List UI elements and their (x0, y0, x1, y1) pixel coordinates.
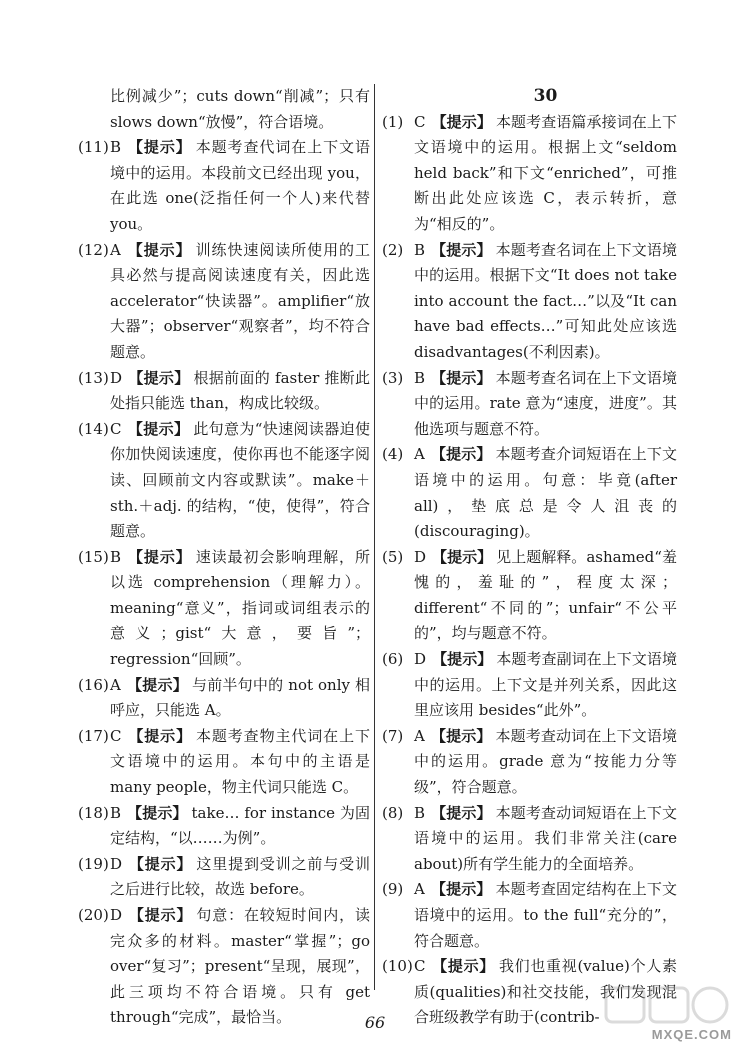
tip-label: 【提示】 (430, 726, 492, 745)
answer-item (78, 238, 370, 366)
tip-label: 【提示】 (126, 240, 192, 259)
answer-letter: C (110, 419, 122, 438)
item-number: (10) (382, 957, 413, 976)
item-number: (2) (382, 240, 404, 259)
explanation-text: take… for instance 为固定结构，“以……为例”。 (110, 803, 370, 848)
answer-item (78, 801, 370, 852)
answer-letter: C (414, 957, 426, 976)
column-divider (374, 84, 375, 990)
continuation-text: 比例减少”；cuts down“削减”；只有 slows down“放慢”，符合语境。 (110, 87, 370, 131)
item-number: (4) (382, 445, 404, 464)
item-number: (5) (382, 547, 404, 566)
answer-item (382, 724, 677, 801)
explanation-text: 本题考查代词在上下文语境中的运用。本段前文已经出现 you，在此选 one(泛指任何一个人)来代替 you。 (110, 138, 370, 233)
page-number: 66 (364, 1013, 386, 1032)
tip-label: 【提示】 (432, 650, 493, 669)
answer-item (382, 647, 677, 724)
answer-letter: B (414, 803, 426, 822)
answer-letter: C (110, 726, 122, 745)
right-column (382, 84, 677, 1031)
answer-letter: A (110, 675, 121, 694)
item-number: (17) (78, 726, 109, 745)
item-number: (12) (78, 240, 109, 259)
tip-label: 【提示】 (127, 138, 192, 157)
tip-label: 【提示】 (431, 112, 492, 131)
answer-letter: C (414, 112, 426, 131)
item-number: (1) (382, 112, 404, 131)
answer-letter: B (414, 240, 426, 259)
answer-item (382, 110, 677, 238)
answer-item (382, 545, 677, 647)
answer-item (78, 724, 370, 801)
answer-letter: A (414, 726, 425, 745)
tip-label: 【提示】 (127, 419, 190, 438)
answer-letter: D (414, 650, 427, 669)
explanation-text: 这里提到受训之前与受训之后进行比较，故选 before。 (110, 854, 370, 899)
explanation-text: 本题考查副词在上下文语境中的运用。上下文是并列关系，因此这里应该用 besides“此外”。 (414, 650, 677, 720)
left-column (78, 84, 370, 1031)
watermark-text: MXQE.COM (651, 1027, 732, 1042)
explanation-text: 速读最初会影响理解，所以选 comprehension（理解力）。meaning“意义”，指词或词组表示的意义；gist“大意，要旨”；regression“回顾”。 (110, 547, 370, 669)
tip-label: 【提示】 (430, 445, 492, 464)
tip-label: 【提示】 (128, 368, 190, 387)
item-number: (18) (78, 803, 109, 822)
item-number: (3) (382, 368, 404, 387)
tip-label: 【提示】 (128, 854, 193, 873)
answer-item (78, 852, 370, 903)
answer-letter: D (110, 854, 123, 873)
item-number: (20) (78, 906, 109, 924)
explanation-text: 根据前面的 faster 推断此处指只能选 than，构成比较级。 (110, 368, 370, 413)
item-number: (6) (382, 650, 404, 669)
answer-item (382, 238, 677, 366)
tip-label: 【提示】 (431, 803, 492, 822)
left-answer-list (78, 135, 370, 1031)
answer-item (78, 135, 370, 237)
answer-item (78, 545, 370, 673)
tip-label: 【提示】 (127, 726, 192, 745)
item-number: (8) (382, 803, 404, 822)
tip-label: 【提示】 (127, 547, 192, 566)
explanation-text: 句意：在较短时间内，读完众多的材料。master“掌握”；go over“复习”；present“呈现，展现”，此三项均不符合语境。只有 get through“完成”，最恰当。 (110, 906, 370, 1027)
tip-label: 【提示】 (432, 547, 493, 566)
explanation-text: 本题考查固定结构在上下文语境中的运用。to the full“充分的”，符合题意。 (414, 880, 677, 950)
explanation-text: 本题考查名词在上下文语境中的运用。根据下文“It does not take into account the fact…”以及“It can have bad effects…”可知此处应该选 disadvantages(不利因素)。 (414, 240, 677, 361)
right-answer-list (382, 110, 677, 1031)
answer-letter: B (414, 368, 426, 387)
item-number: (13) (78, 368, 109, 387)
tip-label: 【提示】 (430, 880, 492, 899)
answer-letter: D (110, 368, 123, 387)
tip-label: 【提示】 (126, 675, 188, 694)
explanation-text: 我们也重视(value)个人素质(qualities)和社交技能，我们发现混合班级教学有助于(contrib- (414, 957, 677, 1027)
item-number: (7) (382, 726, 404, 745)
explanation-text: 本题考查物主代词在上下文语境中的运用。本句中的主语是 many people，物主代词只能选 C。 (110, 726, 370, 797)
item-number: (19) (78, 854, 109, 873)
answer-item (78, 903, 370, 1031)
answer-letter: A (110, 240, 121, 259)
answer-letter: A (414, 880, 425, 899)
answer-letter: B (110, 547, 122, 566)
answer-item (78, 673, 370, 724)
tip-label: 【提示】 (127, 803, 188, 822)
answer-item (382, 877, 677, 954)
explanation-text: 本题考查介词短语在上下文语境中的运用。句意：毕竟(after all)，垫底总是令人沮丧的(discouraging)。 (414, 445, 677, 541)
answer-item (78, 417, 370, 545)
item-number: (14) (78, 419, 109, 438)
tip-label: 【提示】 (128, 906, 193, 924)
explanation-text: 本题考查名词在上下文语境中的运用。rate 意为“速度，进度”。其他选项与题意不符。 (414, 368, 677, 438)
answer-letter: D (414, 547, 427, 566)
answer-item (382, 366, 677, 443)
explanation-text: 本题考查动词在上下文语境中的运用。grade 意为“按能力分等级”，符合题意。 (414, 726, 677, 797)
answer-item (382, 442, 677, 544)
explanation-text: 训练快速阅读所使用的工具必然与提高阅读速度有关，因此选 accelerator“快读器”。amplifier“放大器”；observer“观察者”，均不符合题意。 (110, 240, 370, 361)
tip-label: 【提示】 (431, 957, 495, 976)
tip-label: 【提示】 (431, 368, 492, 387)
answer-item (78, 366, 370, 417)
explanation-text: 见上题解释。ashamed“羞愧的，羞耻的”，程度太深；different“不同的”；unfair“不公平的”，均与题意不符。 (414, 547, 677, 643)
answer-letter: A (414, 445, 425, 464)
item-number: (9) (382, 880, 404, 899)
answer-letter: B (110, 138, 122, 157)
answer-letter: D (110, 906, 123, 924)
item-number: (11) (78, 138, 109, 157)
item-number: (16) (78, 675, 109, 694)
item-number: (15) (78, 547, 109, 566)
section-title: 30 (533, 86, 558, 106)
explanation-text: 本题考查动词短语在上下文语境中的运用。我们非常关注(care about)所有学生能力的全面培养。 (414, 803, 677, 873)
explanation-text: 与前半句中的 not only 相呼应，只能选 A。 (110, 675, 370, 720)
explanation-text: 此句意为“快速阅读器迫使你加快阅读速度，使你再也不能逐字阅读、回顾前文内容或默读”。make＋sth.＋adj. 的结构，“使，使得”，符合题意。 (110, 419, 370, 541)
answer-item (382, 801, 677, 878)
answer-letter: B (110, 803, 122, 822)
tip-label: 【提示】 (431, 240, 492, 259)
explanation-text: 本题考查语篇承接词在上下文语境中的运用。根据上文“seldom held back”和下文“enriched”，可推断出此处应该选 C，表示转折，意为“相反的”。 (414, 112, 677, 233)
